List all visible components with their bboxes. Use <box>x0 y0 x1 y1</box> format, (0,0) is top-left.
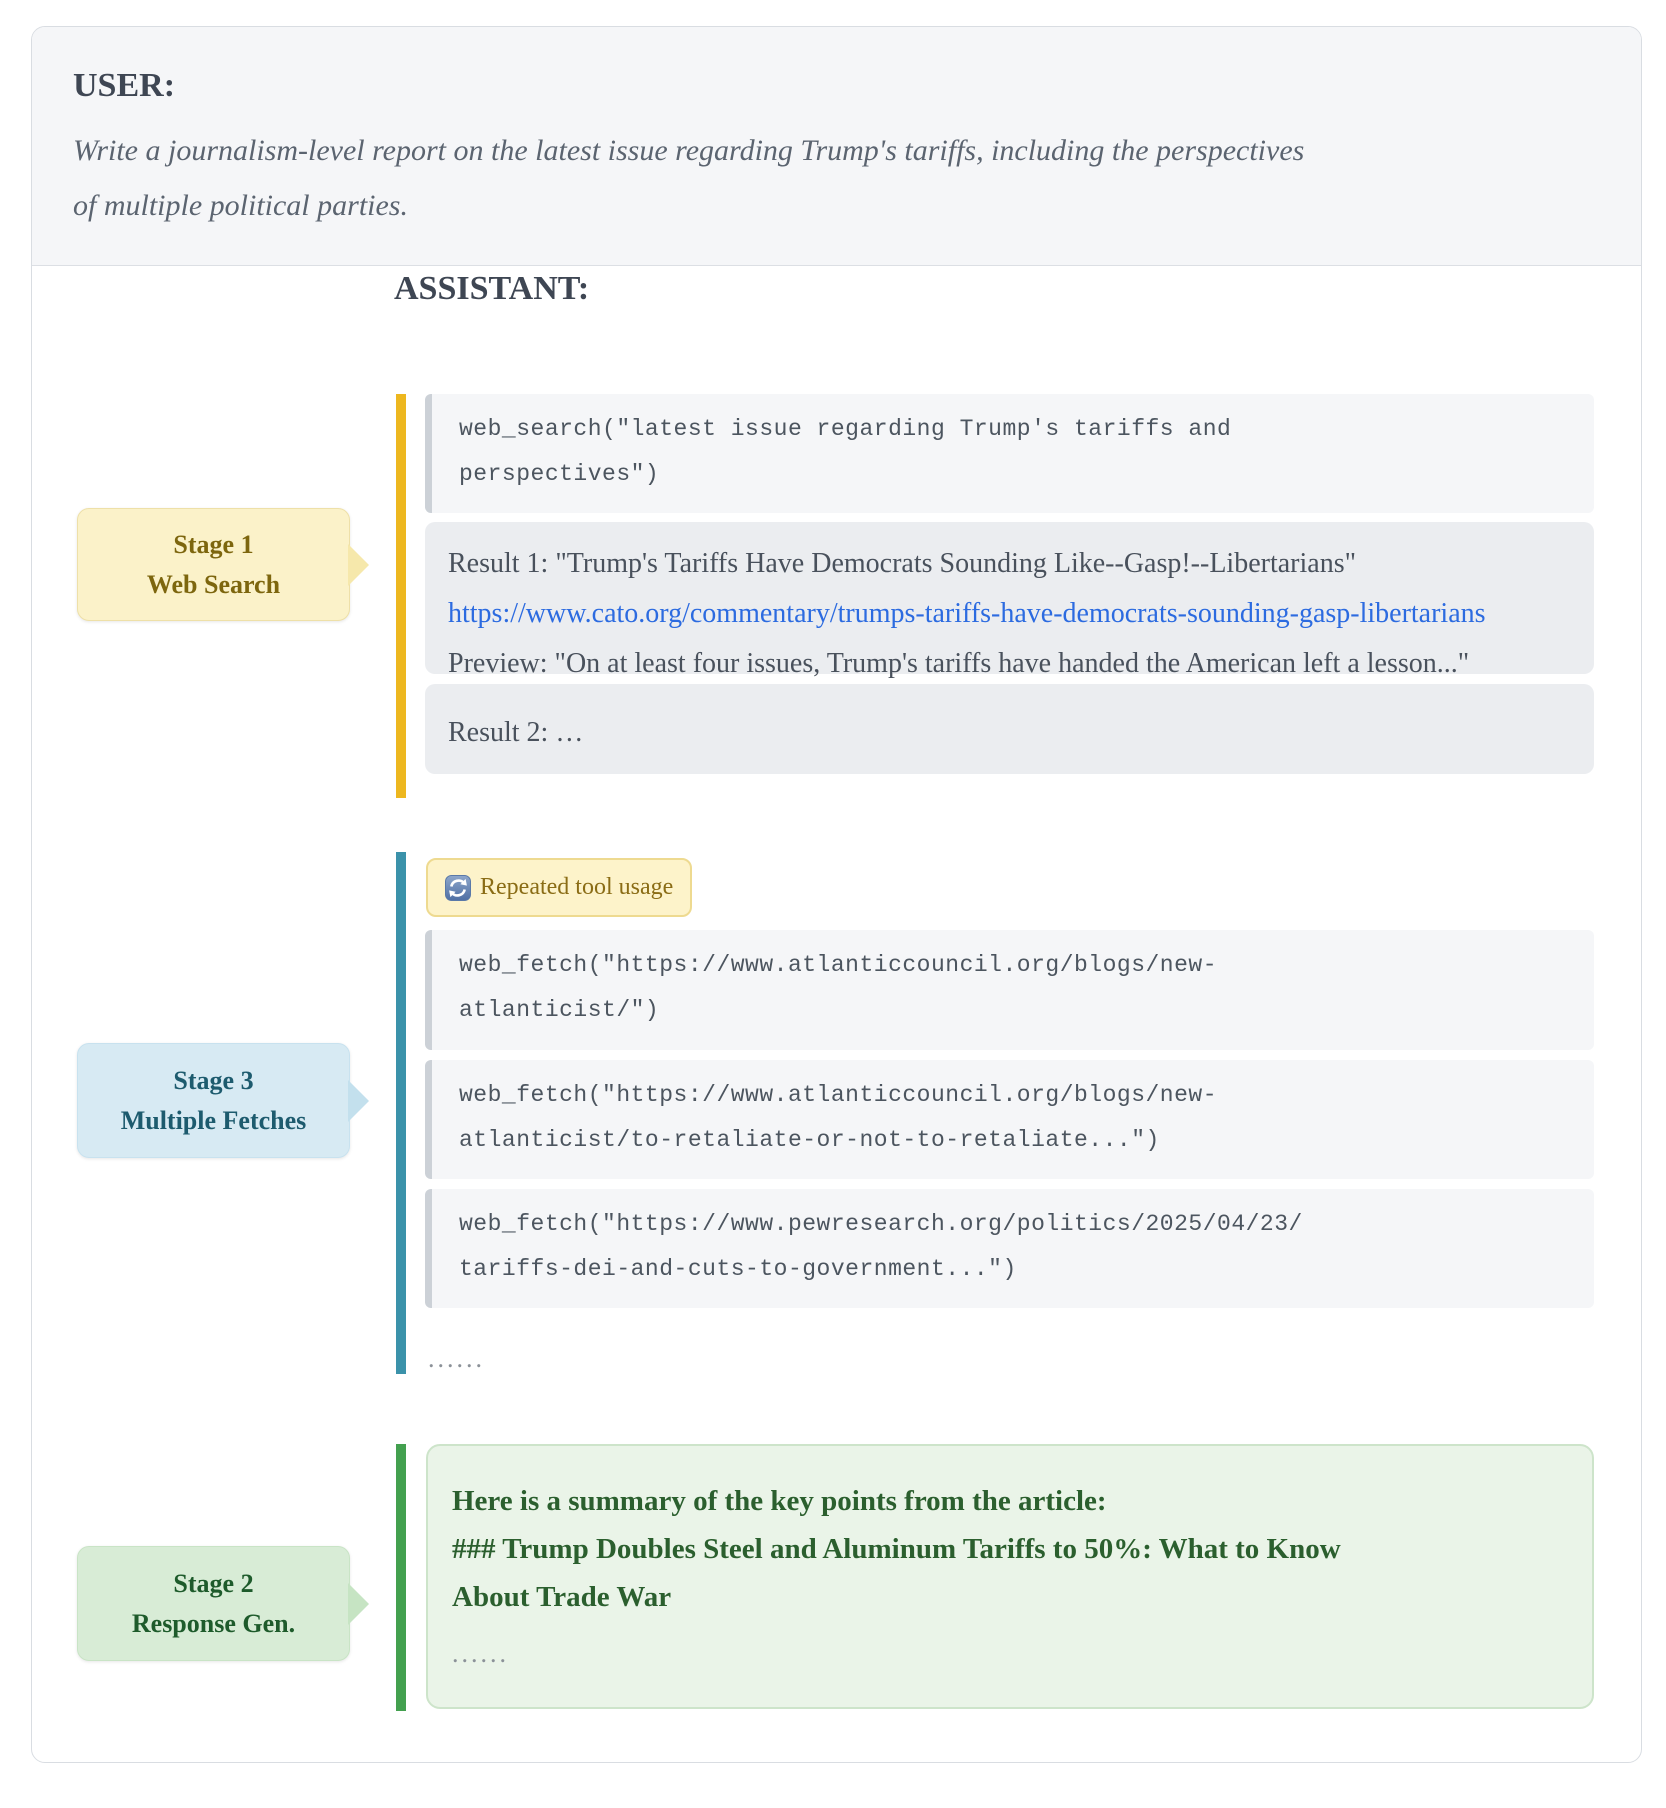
search-result-1 <box>425 522 1594 679</box>
refresh-icon <box>445 875 471 901</box>
tool-call-line: web_fetch("https://www.atlanticcouncil.org/blogs/new- <box>459 1082 1218 1108</box>
result-preview: Preview: "On at least four issues, Trump's tariffs have handed the American left a lesson..." <box>448 648 1470 679</box>
stage3-title: Stage 3 <box>173 1065 254 1095</box>
result-title: Result 2: … <box>448 717 584 748</box>
assistant-response <box>426 1444 1594 1709</box>
response-line-1: Here is a summary of the key points from the article: <box>452 1485 1107 1517</box>
conversation-card <box>31 26 1642 1763</box>
result-title: Result 1: "Trump's Tariffs Have Democrats Sounding Like--Gasp!--Libertarians" <box>448 548 1357 579</box>
stage2-callout <box>77 1546 350 1661</box>
stage3-subtitle: Multiple Fetches <box>120 1105 307 1135</box>
web-fetch-call-2 <box>425 1060 1594 1179</box>
web-fetch-call-1 <box>425 930 1594 1050</box>
tool-call-line: atlanticist/") <box>459 997 660 1023</box>
user-prompt-line-1: Write a journalism-level report on the latest issue regarding Trump's tariffs, including the perspectives <box>73 134 1305 167</box>
web-fetch-call-3 <box>425 1189 1594 1308</box>
stage1-subtitle: Web Search <box>146 569 281 599</box>
stage3-accent-bar <box>396 852 406 1374</box>
tool-call-line: web_search("latest issue regarding Trump's tariffs and <box>459 416 1232 442</box>
stage1-title: Stage 1 <box>173 529 254 559</box>
user-section <box>32 27 1641 266</box>
result-url-link[interactable]: https://www.cato.org/commentary/trumps-tariffs-have-democrats-sounding-gasp-libertarians <box>448 598 1486 629</box>
response-text <box>452 1477 1552 1621</box>
stage1-callout <box>77 508 350 621</box>
user-prompt-line-2: of multiple political parties. <box>73 189 408 222</box>
stage2-title: Stage 2 <box>173 1568 254 1598</box>
user-prompt <box>73 123 1553 233</box>
stage2-accent-bar <box>396 1444 406 1711</box>
response-line-3: About Trade War <box>452 1581 672 1613</box>
more-fetches-ellipsis: ...... <box>428 1344 485 1373</box>
response-ellipsis: ...... <box>452 1639 509 1668</box>
repeated-tool-usage-label: Repeated tool usage <box>480 874 674 900</box>
tool-call-line: web_fetch("https://www.pewresearch.org/politics/2025/04/23/ <box>459 1211 1303 1237</box>
tool-call-line: tariffs-dei-and-cuts-to-government...") <box>459 1256 1017 1282</box>
tool-call-line: atlanticist/to-retaliate-or-not-to-retaliate...") <box>459 1127 1160 1153</box>
repeated-tool-usage-badge <box>426 858 692 917</box>
tool-call-line: web_fetch("https://www.atlanticcouncil.org/blogs/new- <box>459 952 1218 978</box>
response-line-2: ### Trump Doubles Steel and Aluminum Tariffs to 50%: What to Know <box>452 1533 1341 1565</box>
search-result-2 <box>425 684 1594 774</box>
stage3-callout <box>77 1043 350 1158</box>
stage1-accent-bar <box>396 394 406 798</box>
user-role-label: USER: <box>73 67 176 104</box>
stage2-subtitle: Response Gen. <box>131 1608 296 1638</box>
web-search-tool-call <box>425 394 1594 513</box>
tool-call-line: perspectives") <box>459 461 660 487</box>
assistant-role-label: ASSISTANT: <box>394 270 590 307</box>
